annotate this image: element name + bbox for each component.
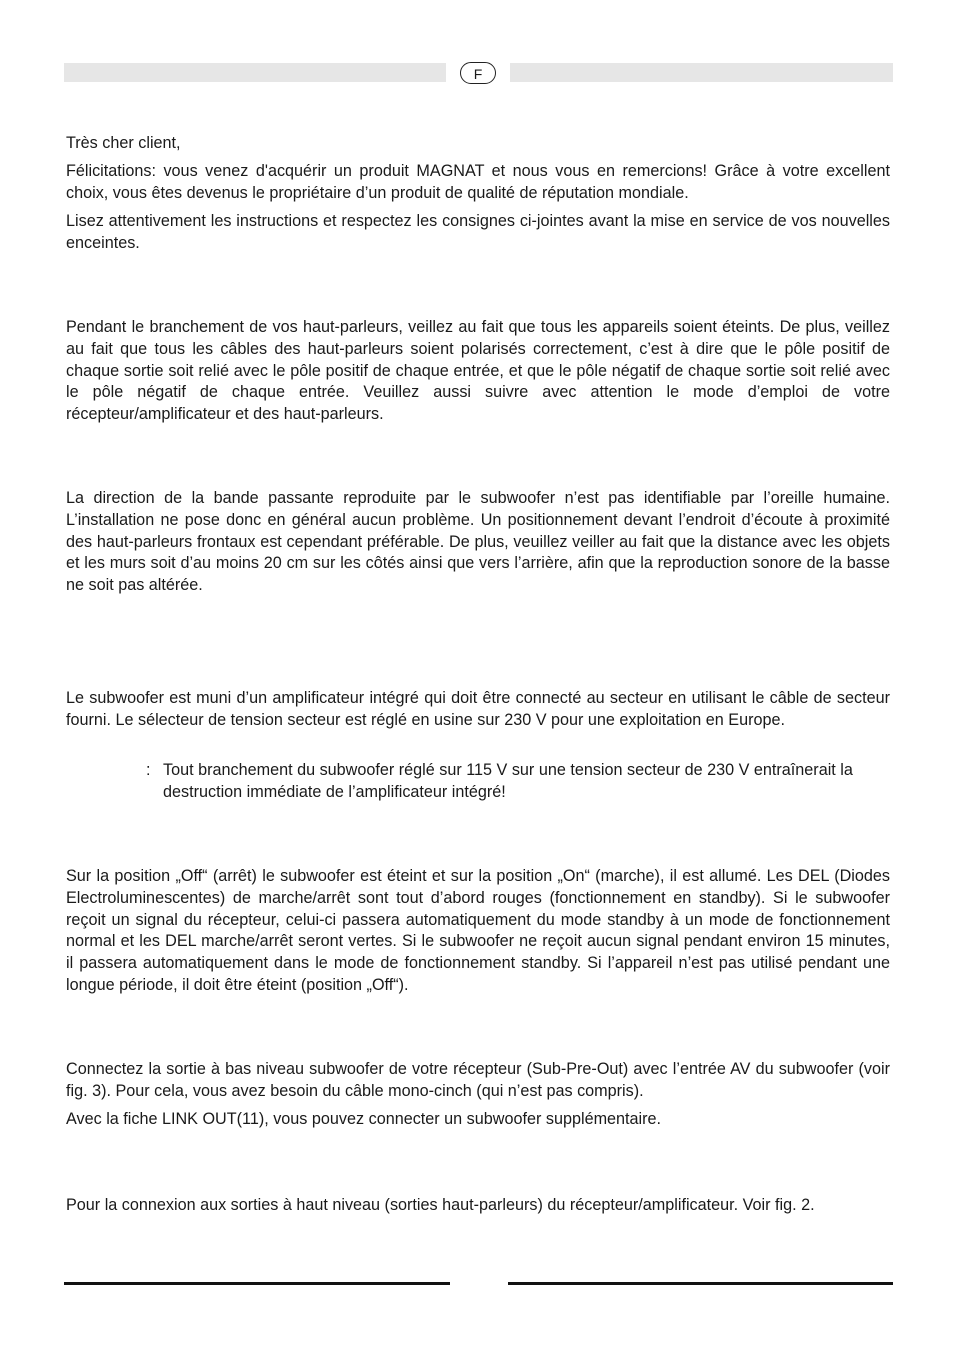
footer-rule-right <box>508 1282 893 1285</box>
placement-paragraph: La direction de la bande passante reproduite par le subwoofer n’est pas identifiable par l’oreille humaine. L’installation ne pose donc en général aucun problème. Un positionnement devant l’endroit d’écoute à proximité des haut-parleurs frontaux est cependant préférable. De plus, veuillez veiller au fait que la distance avec les objets et les murs soit d’au moins 20 cm sur les côtés ainsi que vers l’arrière, afin que la reproduction sonore de la basse ne soit pas altérée. <box>66 489 890 595</box>
link-out-paragraph: Avec la fiche LINK OUT(11), vous pouvez connecter un subwoofer supplémentaire. <box>66 1110 662 1128</box>
warning-text: Tout branchement du subwoofer réglé sur 115 V sur une tension secteur de 230 V entraînerait la destruction immédiate de l’amplificateur intégré! <box>163 761 853 801</box>
low-level-paragraph: Connectez la sortie à bas niveau subwoofer de votre récepteur (Sub-Pre-Out) avec l’entrée AV du subwoofer (voir fig. 3). Pour cela, vous avez besoin du câble mono-cinch (qui n’est pas compris). <box>66 1060 890 1100</box>
warning-colon: : <box>146 761 151 779</box>
intro-paragraph: Félicitations: vous venez d'acquérir un produit MAGNAT et nous vous en remercions! Grâce à votre excellent choix, vous êtes devenus le propriétaire d’un produit de qualité de réputation mondiale. <box>66 162 890 202</box>
footer-rule-left <box>64 1282 450 1285</box>
voltage-warning <box>146 760 890 804</box>
power-paragraph: Le subwoofer est muni d’un amplificateur intégré qui doit être connecté au secteur en utilisant le câble de secteur fourni. Le sélecteur de tension secteur est réglé en usine sur 230 V pour une exploitation en Europe. <box>66 689 890 729</box>
header-bar-left <box>64 63 446 82</box>
greeting: Très cher client, <box>66 134 181 152</box>
connection-paragraph: Pendant le branchement de vos haut-parleurs, veillez au fait que tous les appareils soient éteints. De plus, veillez au fait que tous les câbles des haut-parleurs soient polarisés correctement, c’est à dire que le pôle positif de chaque sortie soit relié avec le pôle positif de chaque entrée, et que le pôle négatif de chaque sortie soit relié avec le pôle négatif de chaque entrée. Veuillez aussi suivre avec attention le mode d’emploi de votre récepteur/amplificateur et des haut-parleurs. <box>66 318 890 424</box>
language-badge: F <box>460 62 496 84</box>
header-bar-right <box>510 63 893 82</box>
switch-paragraph: Sur la position „Off“ (arrêt) le subwoofer est éteint et sur la position „On“ (marche), il est allumé. Les DEL (Diodes Electroluminescentes) de marche/arrêt sont tout d’abord rouges (fonctionnement en standby). Si le subwoofer reçoit un signal du récepteur, celui-ci passera automatiquement du mode standby à un mode de fonctionnement normal et les DEL marche/arrêt seront vertes. Si le subwoofer ne reçoit aucun signal pendant environ 15 minutes, il passera automatiquement dans le mode de fonctionnement standby. Si l’appareil n’est pas utilisé pendant une longue période, il doit être éteint (position „Off“). <box>66 867 890 994</box>
high-level-paragraph: Pour la connexion aux sorties à haut niveau (sorties haut-parleurs) du récepteur/amplificateur. Voir fig. 2. <box>66 1196 815 1214</box>
intro-paragraph: Lisez attentivement les instructions et respectez les consignes ci-jointes avant la mise en service de vos nouvelles enceintes. <box>66 212 890 252</box>
